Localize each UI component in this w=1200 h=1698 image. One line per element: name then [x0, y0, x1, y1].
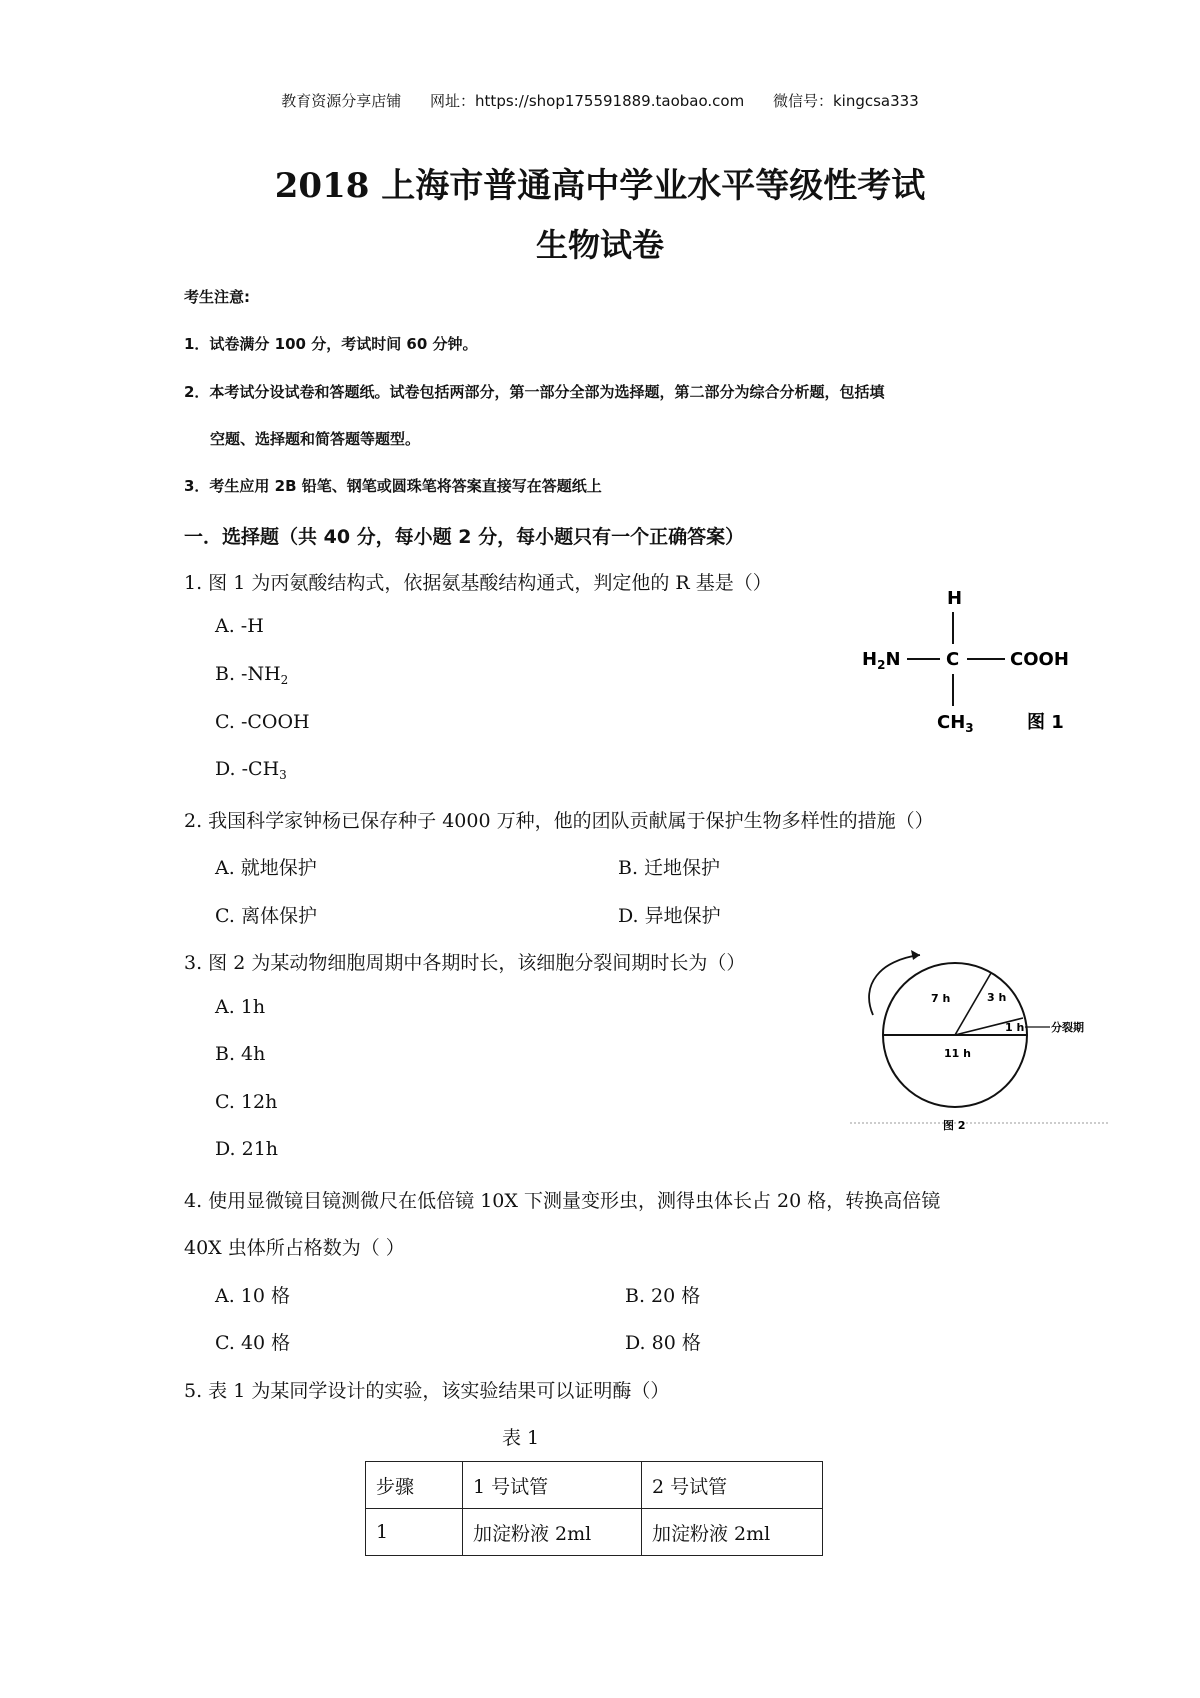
q4-stem-line-1: 4. 使用显微镜目镜测微尺在低倍镜 10X 下测量变形虫，测得虫体长占 20 格，转换高倍镜 [184, 1190, 941, 1212]
table-cell: 1 [366, 1509, 463, 1556]
phase-7h: 7 h [931, 992, 951, 1005]
q2-option-a: A. 就地保护 [215, 857, 317, 879]
phase-3h: 3 h [987, 991, 1007, 1004]
phase-11h: 11 h [944, 1047, 971, 1060]
q2-option-b: B. 迁地保护 [618, 857, 721, 879]
table-cell: 加淀粉液 2ml [642, 1509, 823, 1556]
methyl-group: $CH_3$ [937, 712, 974, 735]
q1-option-c: C. -COOH [215, 711, 310, 733]
table-header-cell: 1 号试管 [463, 1462, 642, 1509]
shop-name: 教育资源分享店铺 [281, 92, 402, 110]
q3-stem: 3. 图 2 为某动物细胞周期中各期时长，该细胞分裂间期时长为（） [184, 952, 746, 974]
q2-option-c: C. 离体保护 [215, 905, 317, 927]
figure-1-label: 图 1 [1027, 712, 1064, 733]
q5-stem: 5. 表 1 为某同学设计的实验，该实验结果可以证明酶（） [184, 1380, 670, 1402]
wechat-id: 微信号：kingcsa333 [772, 92, 919, 110]
q2-stem: 2. 我国科学家钟杨已保存种子 4000 万种，他的团队贡献属于保护生物多样性的措施（） [184, 810, 934, 832]
cell-cycle-figure [845, 940, 1115, 1140]
amino-group: $H_2N$ [862, 649, 901, 672]
q2-option-d: D. 异地保护 [618, 905, 721, 927]
q3-option-d: D. 21h [215, 1138, 279, 1160]
q4-stem-line-2: 40X 虫体所占格数为（ ） [184, 1237, 405, 1259]
mitosis-label: 分裂期 [1051, 1021, 1084, 1034]
alanine-structure-figure [855, 580, 1115, 750]
exam-subtitle: 生物试卷 [535, 226, 664, 264]
table-cell: 加淀粉液 2ml [463, 1509, 642, 1556]
section-heading: 一．选择题（共 40 分，每小题 2 分，每小题只有一个正确答案） [184, 526, 745, 548]
notice-item-3: 3．考生应用 2B 铅笔、钢笔或圆珠笔将答案直接写在答题纸上 [184, 477, 602, 495]
q1-option-a: A. -H [215, 615, 264, 637]
notice-item-2: 2．本考试分设试卷和答题纸。试卷包括两部分，第一部分全部为选择题，第二部分为综合分析题，包括填 [184, 383, 885, 401]
notice-item-2-cont: 空题、选择题和简答题等题型。 [210, 430, 421, 448]
phase-1h: 1 h [1005, 1021, 1025, 1034]
q4-option-d: D. 80 格 [625, 1332, 701, 1354]
figure-2-label: 图 2 [943, 1119, 966, 1132]
table-header-row [366, 1462, 823, 1509]
q4-option-b: B. 20 格 [625, 1285, 701, 1307]
q1-stem: 1. 图 1 为丙氨酸结构式，依据氨基酸结构通式，判定他的 R 基是（） [184, 572, 772, 594]
carboxyl-group: COOH [1010, 649, 1069, 670]
exam-title: 2018 上海市普通高中学业水平等级性考试 [274, 166, 926, 206]
alpha-carbon: C [946, 649, 960, 670]
notice-item-1: 1．试卷满分 100 分，考试时间 60 分钟。 [184, 335, 478, 353]
q4-option-c: C. 40 格 [215, 1332, 291, 1354]
shop-url[interactable]: 网址：https://shop175591889.taobao.com [430, 92, 745, 110]
q1-option-d: D. $-CH_3$ [215, 758, 287, 782]
table-header-cell: 步骤 [366, 1462, 463, 1509]
table-header-cell: 2 号试管 [642, 1462, 823, 1509]
q3-option-c: C. 12h [215, 1091, 278, 1113]
q3-option-b: B. 4h [215, 1043, 266, 1065]
notice-heading: 考生注意: [184, 288, 250, 306]
q4-option-a: A. 10 格 [215, 1285, 291, 1307]
experiment-table [365, 1461, 823, 1556]
q1-option-b: B. $-NH_2$ [215, 663, 289, 687]
q3-option-a: A. 1h [215, 996, 266, 1018]
page-header [0, 90, 1200, 111]
table-row [366, 1509, 823, 1556]
atom-h: H [947, 588, 963, 609]
table-1-caption: 表 1 [502, 1427, 540, 1449]
